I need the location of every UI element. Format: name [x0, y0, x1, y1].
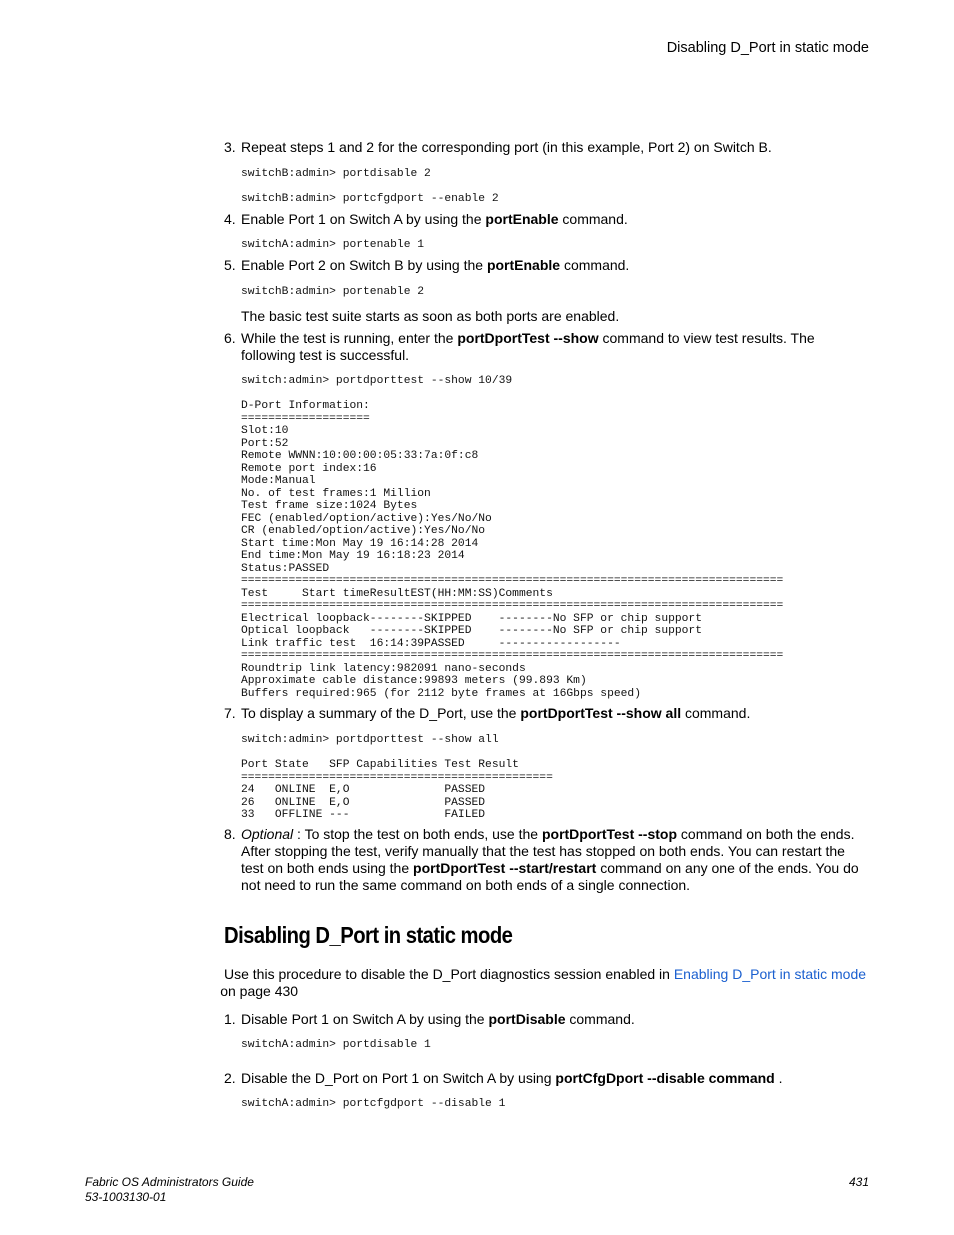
step-text: Repeat steps 1 and 2 for the corresponding port (in this example, Port 2) on Switch B. — [241, 139, 772, 155]
footer-page-number: 431 — [848, 1175, 869, 1189]
command-name: portDportTest --start/restart — [413, 860, 597, 876]
command-name: portCfgDport --disable command — [555, 1070, 775, 1086]
code-block: switchA:admin> portenable 1 — [241, 239, 425, 251]
step-number: 1. — [224, 1011, 236, 1027]
command-name: portDportTest --show — [457, 330, 599, 346]
command-name: portEnable — [485, 211, 559, 227]
code-block: switchB:admin> portenable 2 — [241, 286, 425, 298]
code-block: switchA:admin> portdisable 1 — [241, 1039, 431, 1051]
command-name: portDportTest --show all — [520, 705, 682, 721]
step-number: 3. — [224, 139, 236, 155]
code-block: switchA:admin> portcfgdport --disable 1 — [241, 1098, 506, 1110]
cross-reference-link[interactable]: Enabling D_Port in static mode — [673, 966, 867, 982]
step-text: Enable Port 1 on Switch A by using the portEnable command. — [241, 211, 628, 227]
step-text: Disable Port 1 on Switch A by using the portDisable command. — [241, 1011, 635, 1027]
step-note: The basic test suite starts as soon as both ports are enabled. — [241, 308, 620, 324]
step-number: 8. — [224, 826, 236, 842]
step-number: 5. — [224, 257, 236, 273]
code-block: switch:admin> portdporttest --show 10/39 D-Port Information: =================== Slot:10 Port:52 Remote WWNN:10:00:00:05:33:7a:0f:c8 Remote port index:16 Mode:Manual No. of test frames:1 Million Test frame size:1024 Bytes FEC (enabled/option/active):Yes/No/No CR (enabled/option/active):Yes/No/No Start time:Mon May 19 16:14:28 2014 End time:Mon May 19 16:18:23 2014 Status:PASSED ================================================================================ Test Start timeResultEST(HH:MM:SS)Comments ================================================================================ Electrical loopback--------SKIPPED --------No SFP or chip support Optical loopback --------SKIPPED --------No SFP or chip support Link traffic test 16:14:39PASSED ------------------ ================================================================================ Roundtrip link latency:982091 nano-seconds Approximate cable distance:99893 meters (99.893 Km) Buffers required:965 (for 2112 byte frames at 16Gbps speed) — [241, 375, 784, 700]
section-title: Disabling D_Port in static mode — [224, 922, 513, 948]
step-text: While the test is running, enter the portDportTest --show command to view test results. The following test is successful. — [241, 330, 815, 363]
code-block: switch:admin> portdporttest --show all Port State SFP Capabilities Test Result ============================================== 24 ONLINE E,O PASSED 26 ONLINE E,O PASSED 33 OFFLINE --- FAILED — [241, 734, 553, 821]
step-number: 6. — [224, 330, 236, 346]
code-block: switchB:admin> portdisable 2 switchB:admin> portcfgdport --enable 2 — [241, 168, 499, 205]
command-name: portEnable — [486, 257, 561, 273]
footer-left — [85, 1175, 254, 1205]
step-text: Disable the D_Port on Port 1 on Switch A by using portCfgDport --disable command . — [241, 1070, 783, 1086]
step-number: 4. — [224, 211, 236, 227]
command-name: portDisable — [488, 1011, 566, 1027]
footer-doc-number: 53-1003130-01 — [85, 1190, 167, 1204]
footer-doc-title: Fabric OS Administrators Guide — [85, 1175, 254, 1189]
step-number: 2. — [224, 1070, 236, 1086]
step-text: Enable Port 2 on Switch B by using the portEnable command. — [241, 257, 630, 273]
running-header: Disabling D_Port in static mode — [666, 40, 869, 56]
command-name: portDportTest --stop — [541, 826, 678, 842]
step-text: Optional : To stop the test on both ends, use the portDportTest --stop command on both the ends. After stopping the test, verify manually that the test has stopped on both ends. You can restart the test on both ends using the portDportTest --start/restart command on any one of the ends. You do not need to run the same command on both ends of a single connection. — [241, 826, 859, 893]
step-number: 7. — [224, 705, 236, 721]
step-text: To display a summary of the D_Port, use the portDportTest --show all command. — [241, 705, 751, 721]
section-intro: Use this procedure to disable the D_Port diagnostics session enabled in Enabling D_Port in static mode on page 430 — [220, 966, 867, 999]
